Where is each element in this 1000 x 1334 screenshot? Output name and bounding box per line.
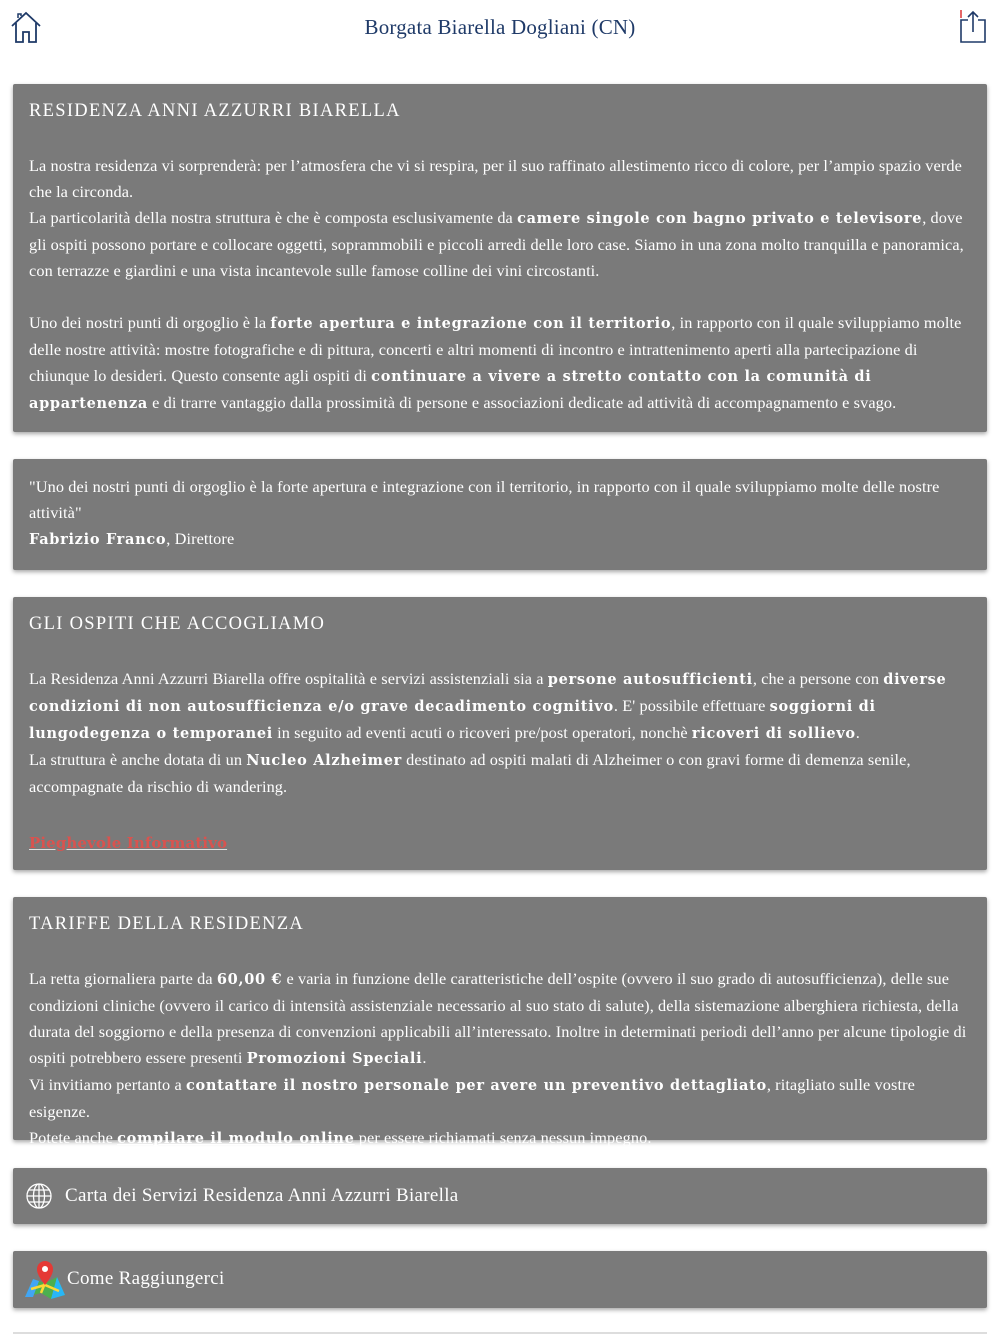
text: Vi invitiamo pertanto a [29,1075,186,1094]
bold-text: ricoveri di sollievo [691,725,856,742]
bold-text: forte apertura e integrazione con il territorio [270,315,672,332]
text: destinato ad ospiti malati di Alzheimer o con gravi forme di demenza senile, accompagnate da rischio di wandering. [29,750,911,796]
bold-text: camere singole con bagno privato e televisore [517,210,923,227]
text: . [855,723,860,742]
text: . E' possibile effettuare [613,696,770,715]
text: La Residenza Anni Azzurri Biarella offre ospitalità e servizi assistenziali sia a [29,669,548,688]
paragraph [29,153,971,205]
text: "Uno dei nostri punti di orgoglio è la forte apertura e integrazione con il territorio, in rapporto con il quale sviluppiamo molte delle nostre attività" [29,477,940,522]
bold-text: soggiorni di lungodegenza o temporanei [29,698,876,742]
paragraph [29,747,971,800]
text: La struttura è anche dotata di un [29,750,247,769]
text: , in rapporto con il quale sviluppiamo molte delle nostre attività: mostre fotografiche e di pittura, concerti e altri momenti di incontro e intrattenimento aperti alla partecipazione di chiunque lo desideri. Questo consente agli ospiti di [29,313,962,385]
text: La particolarità della nostra struttura è che è composta esclusivamente da [29,208,518,227]
bold-text: compilare il modulo online [117,1130,355,1147]
bold-text: persone autosufficienti [547,671,753,688]
card-ospiti [13,597,987,870]
text: in seguito ad eventi acuti o ricoveri pre/post operatori, nonchè [272,723,692,742]
card-title: RESIDENZA ANNI AZZURRI BIARELLA [29,101,401,121]
carta-servizi-button[interactable] [13,1168,987,1224]
bold-text: diverse condizioni di non autosufficienza e/o grave decadimento cognitivo [29,671,947,715]
card-title: GLI OSPITI CHE ACCOGLIAMO [29,614,326,634]
bold-text: contattare il nostro personale per avere un preventivo dettagliato [185,1077,767,1094]
bold-text: Nucleo Alzheimer [246,752,402,769]
text: per essere richiamati senza nessun impegno. [354,1128,652,1147]
text: , ritagliato sulle vostre esigenze. [29,1075,915,1121]
page-title: Borgata Biarella Dogliani (CN) [364,15,636,39]
paragraph [29,1125,971,1152]
modulo-online-link[interactable] [117,1128,355,1147]
bold-text: Promozioni Speciali [246,1050,423,1067]
card-title: TARIFFE DELLA RESIDENZA [29,914,305,934]
map-icon [23,1257,67,1301]
card-tariffe [13,897,987,1147]
top-bar [0,0,1000,60]
text: , che a persone con [752,669,884,688]
come-raggiungerci-button[interactable] [13,1251,987,1308]
bold-text: 60,00 € [216,971,283,988]
text: . [422,1048,427,1067]
link-label: Carta dei Servizi Residenza Anni Azzurri Biarella [65,1185,459,1206]
paragraph [29,205,971,284]
text: La retta giornaliera parte da [29,969,217,988]
text: e di trarre vantaggio dalla prossimità di persone e associazioni dedicate ad attività di accompagnamento e svago. [147,393,897,412]
link-label: Come Raggiungerci [67,1268,225,1289]
paragraph [29,666,971,747]
paragraph [29,474,971,526]
globe-icon [25,1182,53,1210]
text: e varia in funzione delle caratteristiche dell’ospite (ovvero il suo grado di autosufficienza), delle sue condizioni cliniche (ovvero il carico di intensità assistenziale necessario al suo stato di salute), della sistemazione alberghiera richiesta, della durata del soggiorno e della presenza di convenzioni applicabili all’interessato. Inoltre in determinati periodi dell’anno per alcune tipologie di ospiti potrebbero essere presenti [29,969,967,1067]
bold-text: Fabrizio Franco [29,531,167,548]
bold-text: continuare a vivere a stretto contatto con la comunità di appartenenza [29,368,872,412]
paragraph [29,310,971,417]
card-residenza [13,84,987,432]
text: Uno dei nostri punti di orgoglio è la [29,313,271,332]
text: Potete anche [29,1128,118,1147]
text: , Direttore [166,529,235,548]
share-icon[interactable] [958,8,988,44]
card-quote [13,459,987,570]
spacer [29,284,971,310]
paragraph [29,1072,971,1125]
text: La nostra residenza vi sorprenderà: per l’atmosfera che vi si respira, per il suo raffinato allestimento ricco di colore, per l’ampio spazio verde che la circonda. [29,156,962,201]
text: , dove gli ospiti possono portare e collocare oggetti, soprammobili e piccoli arredi delle loro case. Siamo in una zona molto tranquilla e panoramica, con terrazze e giardini e una vista incantevole sulle famose colline dei vini circostanti. [29,208,964,280]
pieghevole-informativo-link[interactable]: Pieghevole Informativo [29,834,228,852]
paragraph [29,526,971,553]
paragraph [29,966,971,1072]
